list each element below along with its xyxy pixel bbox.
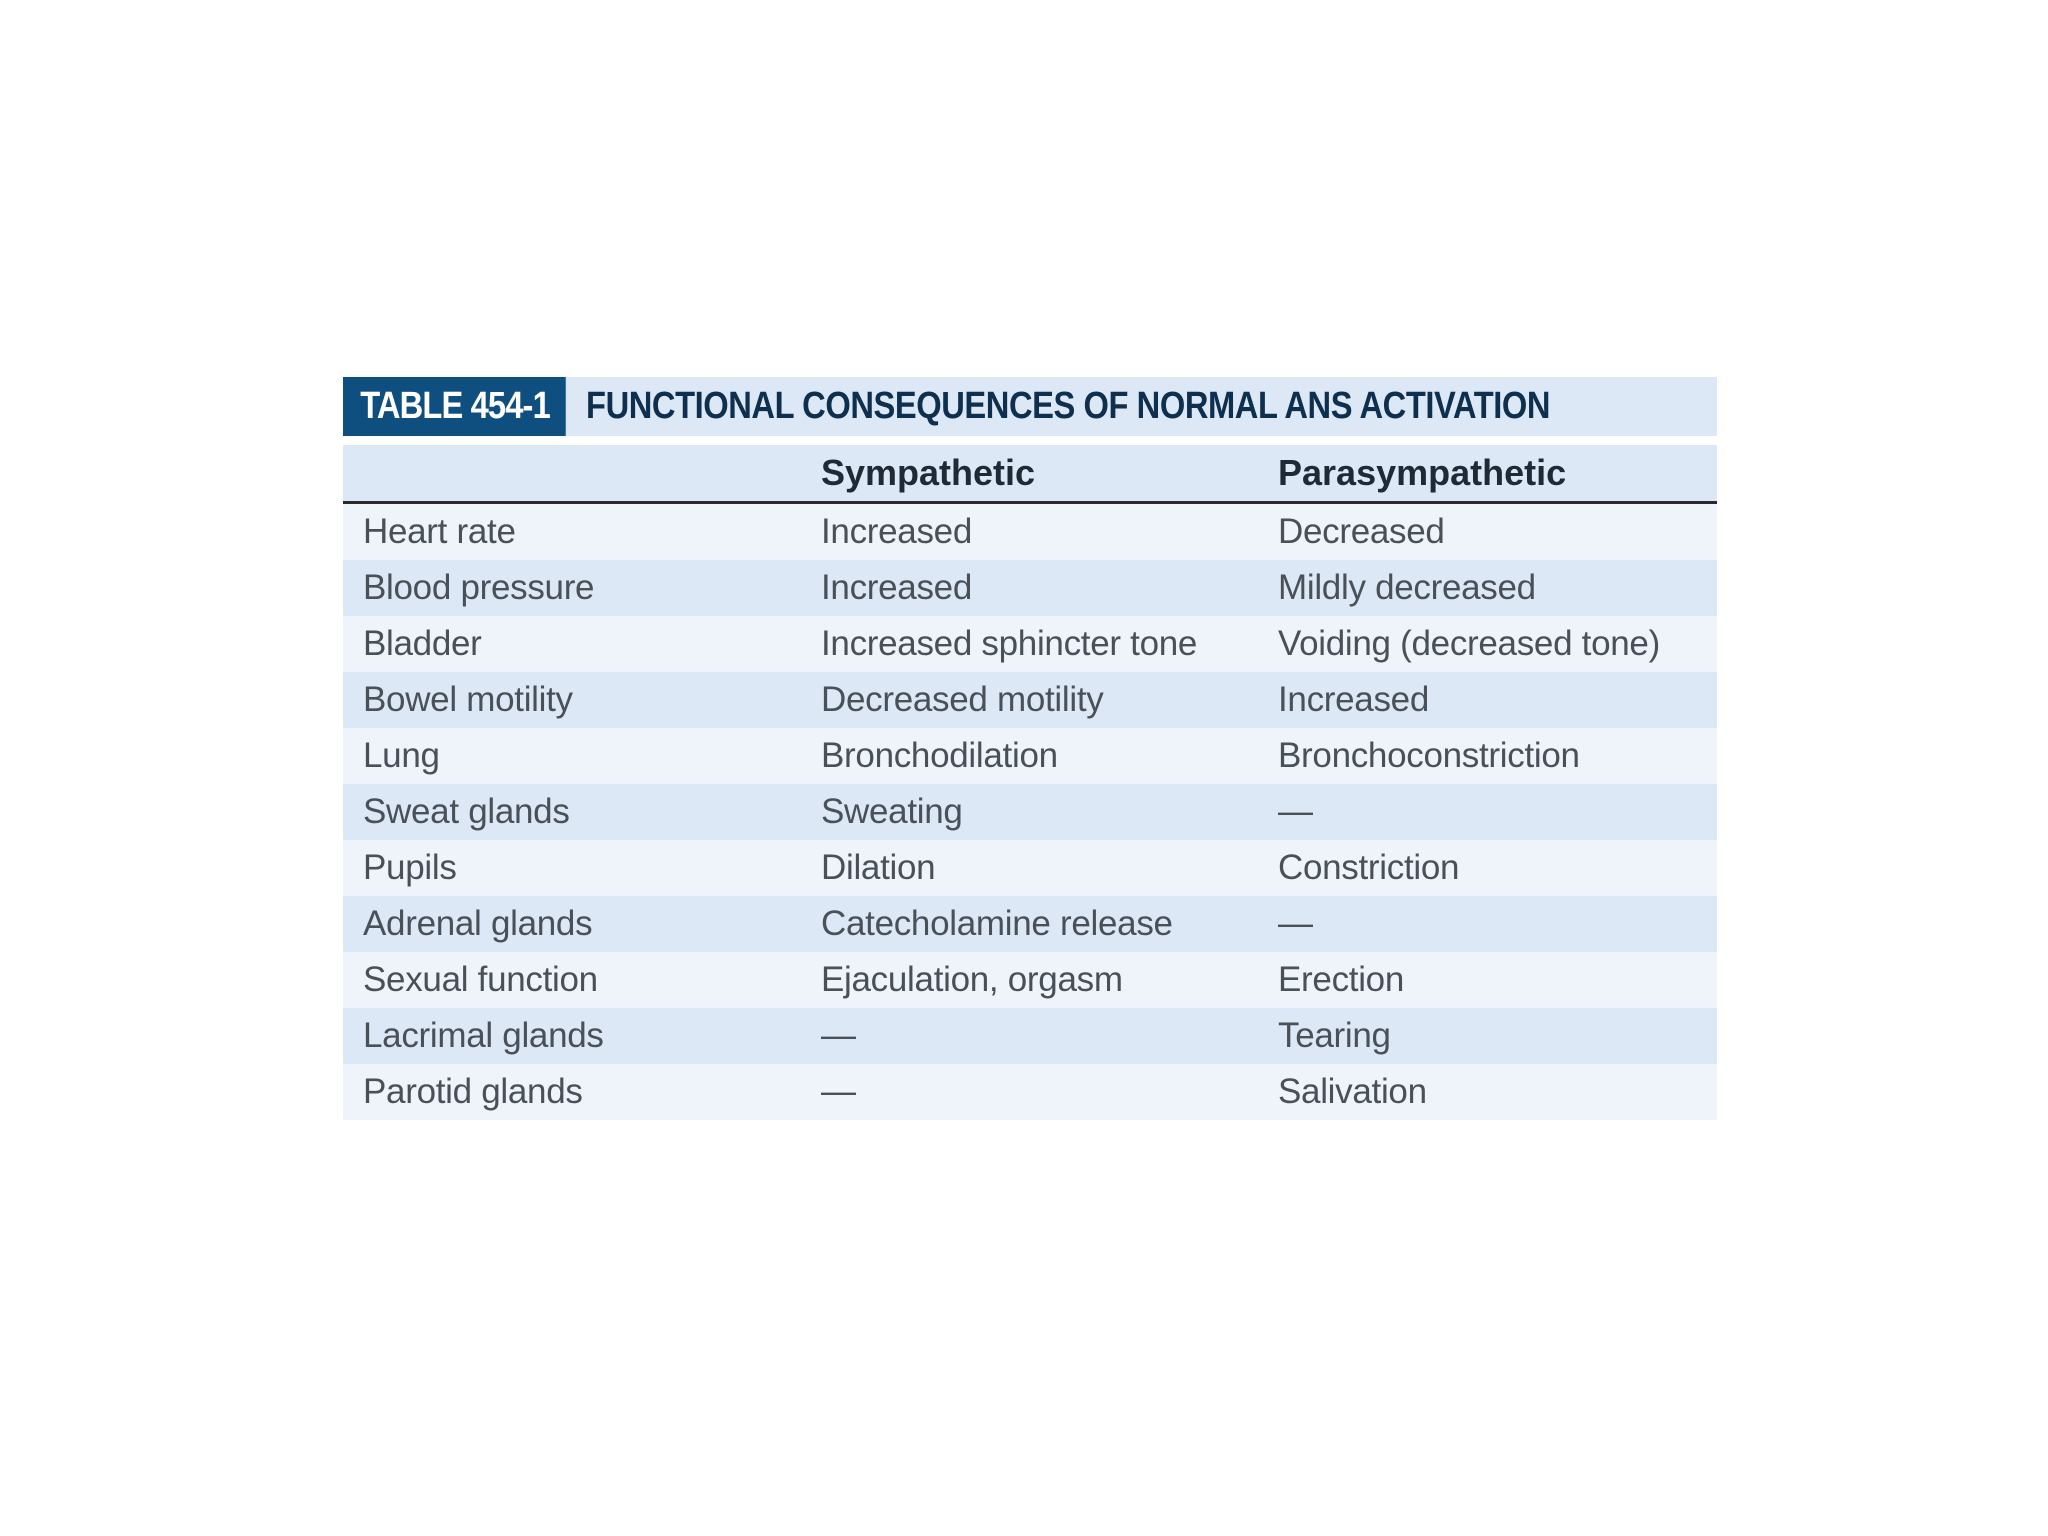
table-row xyxy=(343,503,1717,561)
table-number-label: TABLE 454-1 xyxy=(343,377,565,436)
parasympathetic-cell: Increased xyxy=(1258,672,1717,728)
column-header-parasympathetic: Parasympathetic xyxy=(1258,445,1717,503)
table-row xyxy=(343,896,1717,952)
sympathetic-cell: — xyxy=(801,1008,1258,1064)
table-row xyxy=(343,560,1717,616)
sympathetic-cell: Catecholamine release xyxy=(801,896,1258,952)
table-row xyxy=(343,952,1717,1008)
organ-cell: Sexual function xyxy=(343,952,801,1008)
organ-cell: Parotid glands xyxy=(343,1064,801,1120)
table-row xyxy=(343,784,1717,840)
sympathetic-cell: Ejaculation, orgasm xyxy=(801,952,1258,1008)
parasympathetic-cell: Salivation xyxy=(1258,1064,1717,1120)
ans-table xyxy=(343,377,1717,1120)
organ-cell: Adrenal glands xyxy=(343,896,801,952)
table-row xyxy=(343,616,1717,672)
organ-cell: Lung xyxy=(343,728,801,784)
table-row xyxy=(343,672,1717,728)
sympathetic-cell: Increased xyxy=(801,503,1258,561)
parasympathetic-cell: Tearing xyxy=(1258,1008,1717,1064)
sympathetic-cell: Dilation xyxy=(801,840,1258,896)
sympathetic-cell: Increased sphincter tone xyxy=(801,616,1258,672)
header-row xyxy=(343,445,1717,503)
parasympathetic-cell: — xyxy=(1258,784,1717,840)
organ-cell: Pupils xyxy=(343,840,801,896)
sympathetic-cell: Decreased motility xyxy=(801,672,1258,728)
table-row xyxy=(343,840,1717,896)
sympathetic-cell: Increased xyxy=(801,560,1258,616)
organ-cell: Sweat glands xyxy=(343,784,801,840)
table-title-bar xyxy=(343,377,1717,436)
sympathetic-cell: Sweating xyxy=(801,784,1258,840)
table-title: FUNCTIONAL CONSEQUENCES OF NORMAL ANS ACTIVATION xyxy=(585,385,1550,427)
organ-cell: Lacrimal glands xyxy=(343,1008,801,1064)
organ-cell: Heart rate xyxy=(343,503,801,561)
column-header-sympathetic: Sympathetic xyxy=(801,445,1258,503)
organ-cell: Blood pressure xyxy=(343,560,801,616)
parasympathetic-cell: Decreased xyxy=(1258,503,1717,561)
organ-cell: Bowel motility xyxy=(343,672,801,728)
parasympathetic-cell: Erection xyxy=(1258,952,1717,1008)
sympathetic-cell: — xyxy=(801,1064,1258,1120)
data-table xyxy=(343,445,1717,1120)
parasympathetic-cell: Mildly decreased xyxy=(1258,560,1717,616)
table-row xyxy=(343,728,1717,784)
parasympathetic-cell: Voiding (decreased tone) xyxy=(1258,616,1717,672)
parasympathetic-cell: Constriction xyxy=(1258,840,1717,896)
column-header-organ xyxy=(343,445,801,503)
parasympathetic-cell: — xyxy=(1258,896,1717,952)
organ-cell: Bladder xyxy=(343,616,801,672)
table-row xyxy=(343,1064,1717,1120)
parasympathetic-cell: Bronchoconstriction xyxy=(1258,728,1717,784)
sympathetic-cell: Bronchodilation xyxy=(801,728,1258,784)
table-row xyxy=(343,1008,1717,1064)
